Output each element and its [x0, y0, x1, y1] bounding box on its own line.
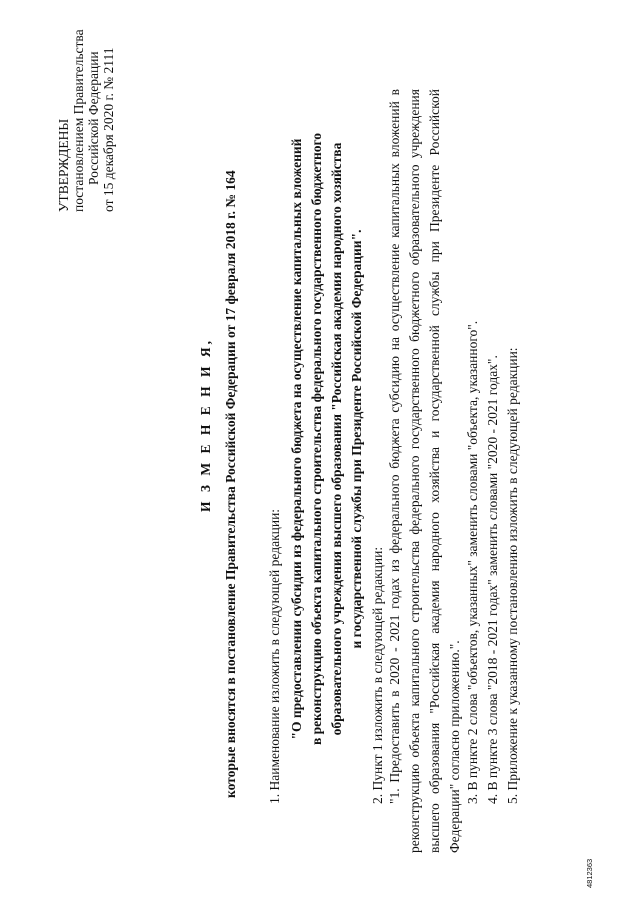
new-title-line-1: "О предоставлении субсидии из федерального бюджета на осуществление капитальных вложений [289, 138, 304, 740]
item-4: 4. В пункте 3 слова "2018 - 2021 годах" заменить словами "2020 - 2021 годах". [485, 355, 500, 804]
approval-line3: от 15 декабря 2020 г. № 2111 [101, 47, 116, 212]
new-title-line-4: и государственной службы при Президенте Российской Федерации". [349, 229, 364, 649]
item-1-new-title [287, 89, 367, 789]
document-subtitle: которые вносятся в постановление Правительства Российской Федерации от 17 февраля 2018 г. № 164 [223, 170, 238, 798]
item-2-text: "1. Предоставить в 2020 - 2021 годах из федерального бюджета субсидию на осуществление капитальных вложений в реконструкцию объекта капитального строительства федерального государственного бюджетного образовательного учреждения высшего образования "Российская академия народного хозяйства и государственной службы при Президенте Российской Федерации" согласно приложению.". [387, 89, 462, 853]
item-2: 2. Пункт 1 изложить в следующей редакции: [370, 546, 385, 804]
approval-approved: УТВЕРЖДЕНЫ [56, 118, 71, 212]
approval-line1: постановлением Правительства [71, 29, 86, 212]
item-5: 5. Приложение к указанному постановлению изложить в следующей редакции: [505, 347, 520, 804]
new-title-line-2: в реконструкцию объекта капитального строительства федерального государственного бюджетного [309, 132, 324, 746]
approval-block [56, 29, 116, 212]
document-title: И З М Е Н Е Н И Я, [198, 337, 213, 512]
new-title-line-3: образовательного учреждения высшего образования "Российская академия народного хозяйства [329, 142, 344, 736]
item-3: 3. В пункте 2 слова "объектов, указанных" заменить словами "объекта, указанного". [465, 320, 480, 804]
document-number: 4812363 [585, 858, 594, 888]
approval-line2: Российской Федерации [86, 51, 101, 185]
item-1: 1. Наименование изложить в следующей редакции: [267, 508, 282, 804]
